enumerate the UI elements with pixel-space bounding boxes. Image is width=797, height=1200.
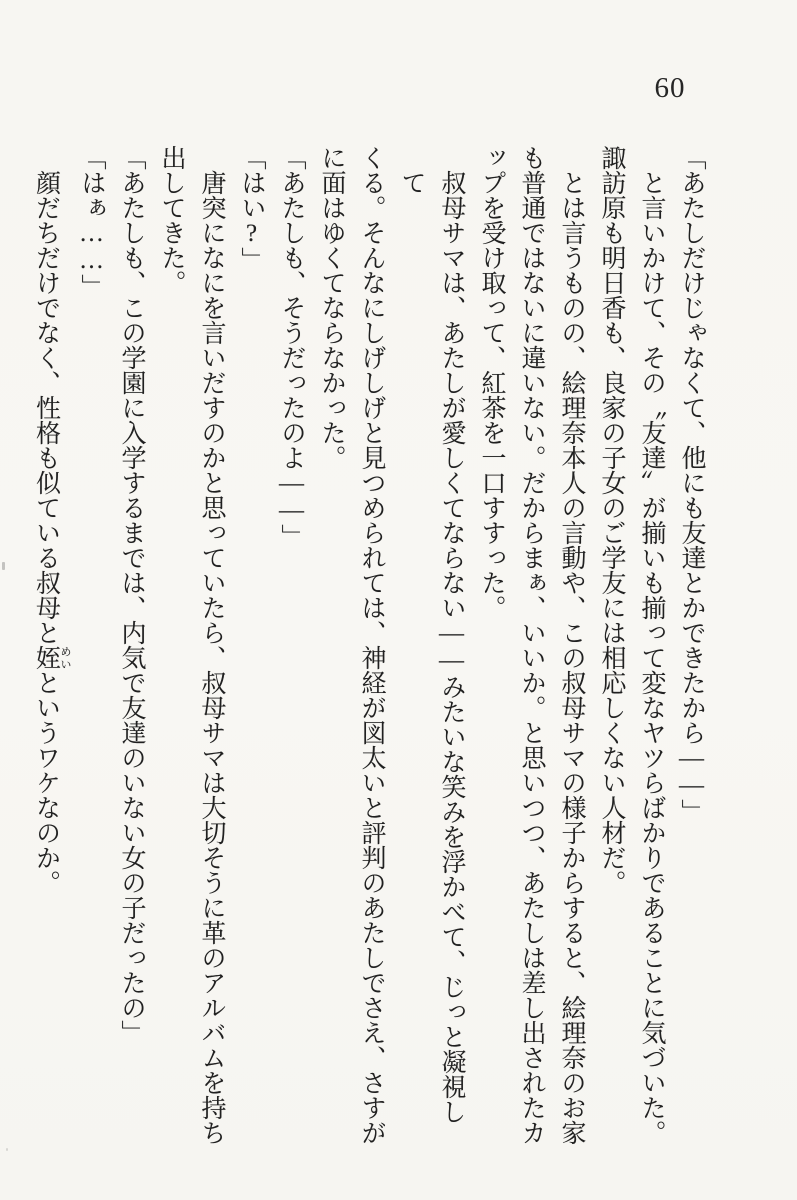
vertical-text-block xyxy=(26,145,712,1145)
text-line: 出してきた。 xyxy=(158,145,185,295)
text-line: と言いかけて、その〝友達〟が揃いも揃って変なヤツらばかりであることに気づいた。 xyxy=(638,170,665,1145)
text-line: 顔だちだけでなく、性格も似ている叔母と姪 めいというワケなのか。 xyxy=(32,170,71,895)
text-line: も普通ではないに違いない。だからまぁ、いいか。と思いつつ、あたしは差し出されたカ xyxy=(518,145,545,1145)
text-line: くる。そんなにしげしげと見つめられては、神経が図太いと評判のあたしでさえ、さすが xyxy=(358,145,385,1145)
text-line: 「あたしだけじゃなくて、他にも友達とかできたから――」 xyxy=(678,145,705,824)
scan-speck xyxy=(2,562,5,570)
text-line: 「あたしも、この学園に入学するまでは、内気で友達のいない女の子だったの」 xyxy=(118,145,145,1045)
text-line: 「はい?」 xyxy=(238,145,265,272)
text-line: に面はゆくてならなかった。 xyxy=(318,145,345,470)
scan-speck xyxy=(6,1148,8,1151)
text-line: 唐突になにを言いだすのかと思っていたら、叔母サマは大切そうに革のアルバムを持ち xyxy=(198,170,225,1145)
ruby-annotated-word: 姪 めい xyxy=(32,645,71,670)
text-line: 叔母サマは、あたしが愛しくてならない――みたいな笑みを浮かべて、じっと凝視して xyxy=(398,170,465,1124)
text-line: とは言うものの、絵理奈本人の言動や、この叔母サマの様子からすると、絵理奈のお家 xyxy=(558,170,585,1145)
text-line: 「あたしも、そうだったのよ――」 xyxy=(278,145,305,549)
text-line: 「はぁ……」 xyxy=(78,145,105,299)
page-number: 60 xyxy=(654,72,686,104)
text-line: 諏訪原も明日香も、良家の子女のご学友には相応しくない人材だ。 xyxy=(598,145,625,895)
text-line: ップを受け取って、紅茶を一口すすった。 xyxy=(478,145,505,620)
